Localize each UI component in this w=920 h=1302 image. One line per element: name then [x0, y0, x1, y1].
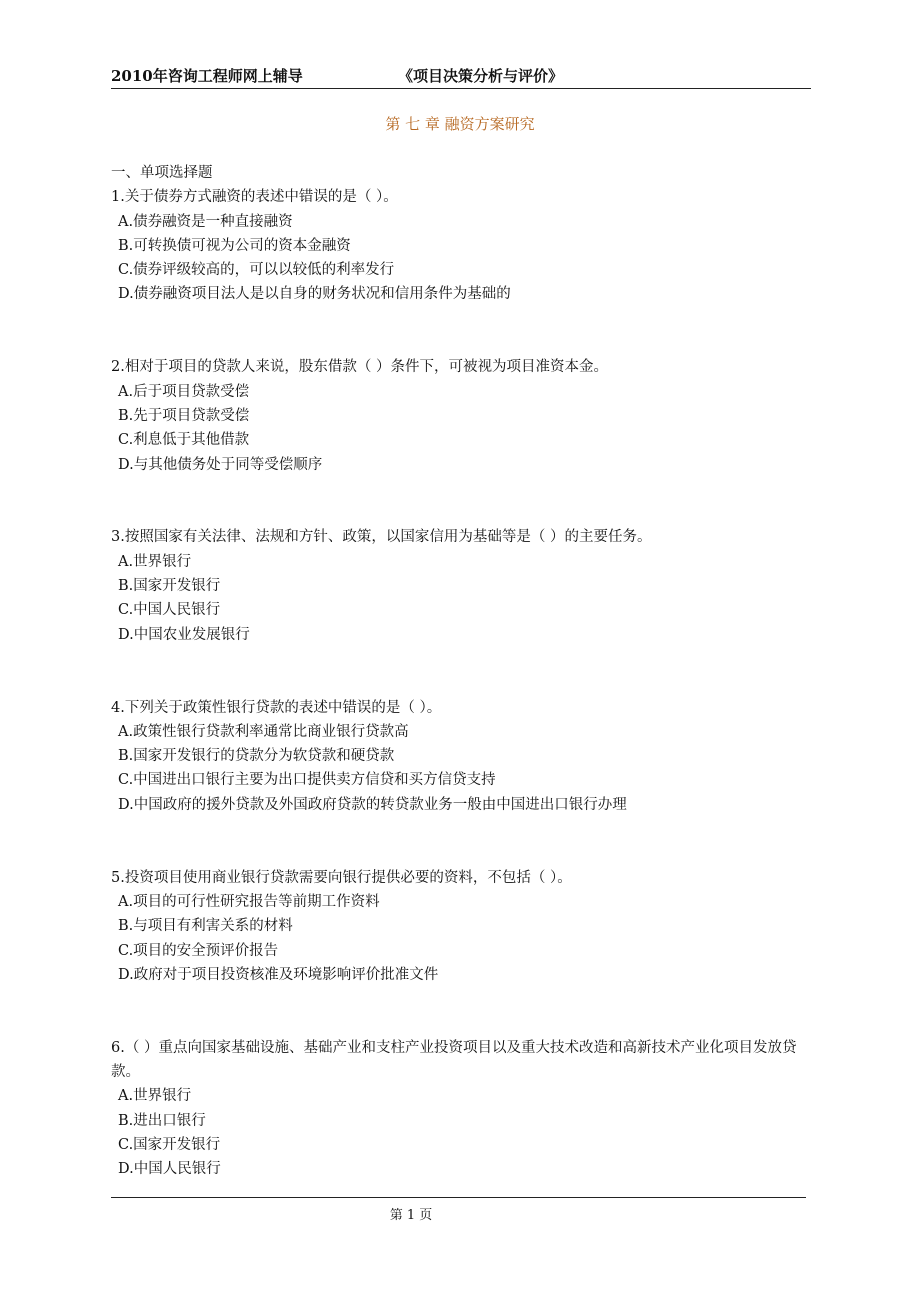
option-d: D.中国人民银行: [118, 1161, 221, 1178]
option-d: D.政府对于项目投资核准及环境影响评价批准文件: [118, 966, 439, 983]
question-stem: 1.关于债券方式融资的表述中错误的是（ ）。: [111, 189, 398, 206]
question-5: [111, 866, 811, 987]
header-course-title: 2010年咨询工程师网上辅导: [111, 67, 303, 85]
option-c: C.中国人民银行: [118, 602, 221, 619]
option-c: C.利息低于其他借款: [118, 432, 250, 449]
option-b: B.国家开发银行的贷款分为软贷款和硬贷款: [118, 748, 395, 765]
option-a: A.世界银行: [118, 1088, 192, 1105]
section-title: 一、单项选择题: [111, 165, 213, 181]
option-c: C.国家开发银行: [118, 1136, 221, 1153]
option-a: A.世界银行: [118, 553, 192, 570]
option-d: D.中国政府的援外贷款及外国政府贷款的转贷款业务一般由中国进出口银行办理: [118, 796, 627, 813]
chapter-title: 第 七 章 融资方案研究: [385, 115, 535, 133]
question-stem: 4.下列关于政策性银行贷款的表述中错误的是（ ）。: [111, 699, 442, 716]
question-stem: 2.相对于项目的贷款人来说，股东借款（ ）条件下，可被视为项目准资本金。: [111, 359, 608, 376]
question-4: [111, 696, 811, 817]
header-book-title: 《项目决策分析与评价》: [398, 67, 564, 85]
option-a: A.债券融资是一种直接融资: [118, 213, 293, 230]
option-b: B.先于项目贷款受偿: [118, 407, 250, 424]
page-header: [111, 66, 811, 89]
option-c: C.中国进出口银行主要为出口提供卖方信贷和买方信贷支持: [118, 772, 496, 789]
option-b: B.与项目有利害关系的材料: [118, 918, 293, 935]
option-b: B.国家开发银行: [118, 578, 221, 595]
option-b: B.可转换债可视为公司的资本金融资: [118, 237, 351, 254]
question-3: [111, 525, 811, 646]
option-c: C.债券评级较高的，可以以较低的利率发行: [118, 262, 395, 279]
page-footer: [111, 1197, 806, 1223]
question-stem: 5.投资项目使用商业银行贷款需要向银行提供必要的资料，不包括（ ）。: [111, 869, 572, 886]
option-d: D.债券融资项目法人是以自身的财务状况和信用条件为基础的: [118, 286, 511, 303]
option-a: A.项目的可行性研究报告等前期工作资料: [118, 893, 380, 910]
question-2: [111, 355, 811, 476]
option-b: B.进出口银行: [118, 1112, 206, 1129]
page-number: 第 1 页: [389, 1208, 433, 1223]
option-d: D.中国农业发展银行: [118, 626, 250, 643]
question-stem: 6.（ ）重点向国家基础设施、基础产业和支柱产业投资项目以及重大技术改造和高新技术产业化项目发放贷款。: [111, 1039, 797, 1080]
option-a: A.政策性银行贷款利率通常比商业银行贷款高: [118, 723, 409, 740]
question-section: [111, 161, 811, 1181]
option-a: A.后于项目贷款受偿: [118, 383, 250, 400]
question-stem: 3.按照国家有关法律、法规和方针、政策，以国家信用为基础等是（ ）的主要任务。: [111, 529, 652, 546]
question-1: [111, 185, 811, 306]
option-c: C.项目的安全预评价报告: [118, 942, 279, 959]
question-6: [111, 1036, 811, 1182]
option-d: D.与其他债务处于同等受偿顺序: [118, 456, 323, 473]
